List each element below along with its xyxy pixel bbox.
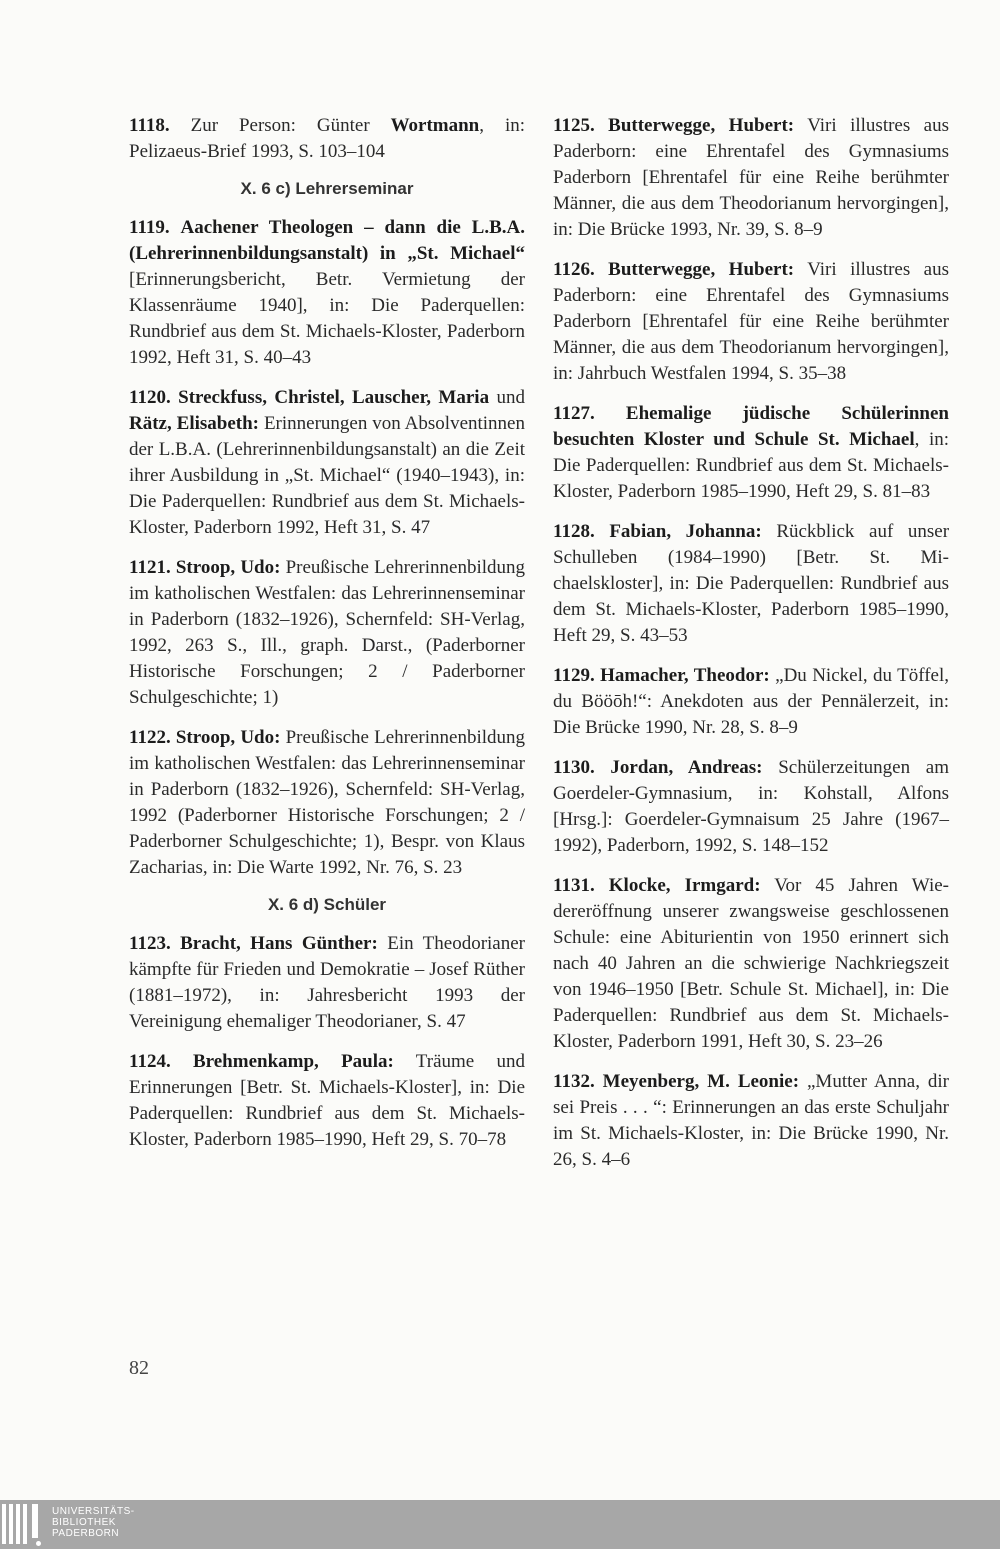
entry-author: Streckfuss, Christel, Lauscher, Maria	[178, 387, 490, 408]
bibliography-entry	[129, 1049, 525, 1153]
entry-text: und	[489, 387, 525, 408]
entry-text: [Erinnerungsbericht, Betr. Vermietung der Klassenräume 1940], in: Die Paderquellen: Rundbrief aus dem St. Michaels-Kloster, Paderborn 1992, Heft 31, S. 40–43	[129, 269, 525, 368]
entry-number: 1123.	[129, 933, 171, 954]
entry-number: 1118.	[129, 115, 170, 136]
entry-author-secondary: Wortmann	[390, 115, 480, 136]
entry-author: Fabian, Johanna:	[609, 521, 762, 542]
entry-author: Butterwegge, Hubert:	[608, 115, 795, 136]
bibliography-entry	[553, 257, 949, 387]
entry-text: „Mutter Anna, dir sei Preis . . . “: Erinnerungen an das erste Schuljahr im St. Michaels-Kloster, in: Die Brücke 1990, Nr. 26, S. 4–6	[553, 1071, 950, 1170]
entry-text: Preußische Lehrerinnenbildung im katholischen Westfalen: das Lehrerinnenseminar in Paderborn (1832–1926), Schernfeld: SH-Verlag, 1992, 263 S., Ill., graph. Darst., (Paderborner Historische Forschungen; 2 / Paderborner Schulgeschichte; 1)	[129, 557, 526, 708]
entry-number: 1120.	[129, 387, 171, 408]
entry-text: , in: Die Paderquellen: Rundbrief aus dem St. Michaels-Kloster, Paderborn 1985–1990, Heft 29, S. 81–83	[553, 429, 949, 502]
left-column	[129, 113, 525, 1167]
footer-bar	[0, 1500, 1000, 1549]
bibliography-entry	[553, 401, 949, 505]
entry-text: Viri illustres aus Paderborn: eine Ehrentafel des Gymnasiums Paderborn [Ehrentafel für eine Reihe berühmter Männer, die aus dem Theodorianum hervorgingen], in: Die Brücke 1993, Nr. 39, S. 8–9	[553, 115, 950, 240]
bibliography-entry	[129, 113, 525, 165]
entry-author: Hamacher, Theodor:	[600, 665, 770, 686]
entry-text-secondary: , in: Pelizaeus-Brief 1993, S. 103–104	[129, 115, 526, 162]
entry-number: 1122.	[129, 727, 171, 748]
entry-author: Ehemalige jüdische Schülerinnen besuchten Kloster und Schule St. Michael	[553, 403, 950, 450]
entry-text: Träume und Erinnerungen [Betr. St. Michaels-Kloster], in: Die Paderquellen: Rundbrief aus dem St. Michaels-Kloster, Paderborn 1985–1990, Heft 29, S. 70–78	[129, 1051, 525, 1150]
bibliography-entry	[553, 873, 949, 1055]
entry-text: „Du Nickel, du Töffel, du Bööōh!“: Anekdoten aus der Pennälerzeit, in: Die Brücke 1990, Nr. 28, S. 8–9	[553, 665, 949, 738]
page-number: 82	[129, 1357, 149, 1379]
entry-author: Stroop, Udo:	[175, 727, 281, 748]
entry-number: 1132.	[553, 1071, 595, 1092]
entry-text: Vor 45 Jahren Wiedereröffnung unserer zwangsweise geschlossenen Schule: eine Abiturientin von 1950 erinnert sich nach 40 Jahren an die schwierige Nachkriegszeit von 1946–1950 [Betr. Schule St. Michael], in: Die Paderquellen: Rundbrief aus dem St. Michaels-Kloster, Paderborn 1991, Heft 30, S. 23–26	[553, 875, 949, 1052]
entry-author: Bracht, Hans Günther:	[180, 933, 378, 954]
entry-number: 1124.	[129, 1051, 171, 1072]
entry-number: 1126.	[553, 259, 595, 280]
bibliography-entry	[129, 385, 525, 541]
entry-text: Rückblick auf unser Schulleben (1984–1990) [Betr. St. Michaelskloster], in: Die Paderquellen: Rundbrief aus dem St. Michaels-Kloster, Paderborn 1985–1990, Heft 29, S. 43–53	[553, 521, 950, 646]
library-name-line1: UNIVERSITÄTS-	[52, 1506, 135, 1517]
entry-text: Viri illustres aus Paderborn: eine Ehrentafel des Gymnasiums Paderborn [Ehrentafel für eine Reihe berühmter Männer, die aus dem Theodorianum hervorgingen], in: Jahrbuch Westfalen 1994, S. 35–38	[553, 259, 950, 384]
entry-text-secondary: Erinnerungen von Absolventinnen der L.B.A. (Lehrerinnenbildungsanstalt) an die Zeit ihrer Ausbildung in „St. Michael“ (1940–1943), in: Die Paderquellen: Rundbrief aus dem St. Michaels-Kloster, Paderborn 1992, Heft 31, S. 47	[129, 413, 525, 538]
entry-author: Aachener Theologen – dann die L.B.A. (Lehrerinnenbildungsanstalt) in „St. Michael“	[129, 217, 526, 264]
entry-author: Jordan, Andreas:	[610, 757, 763, 778]
bibliography-entry	[553, 663, 949, 741]
entry-author: Butterwegge, Hubert:	[608, 259, 795, 280]
entry-text: Zur Person: Günter	[190, 115, 391, 136]
entry-author: Meyenberg, M. Leonie:	[602, 1071, 800, 1092]
bibliography-entry	[553, 1069, 949, 1173]
entry-author: Stroop, Udo:	[175, 557, 281, 578]
entry-number: 1121.	[129, 557, 171, 578]
bibliography-entry	[129, 725, 525, 881]
entry-number: 1131.	[553, 875, 595, 896]
right-column	[553, 113, 949, 1187]
section-heading: X. 6 d) Schüler	[267, 895, 387, 914]
bibliography-entry	[553, 519, 949, 649]
bibliography-entry	[129, 931, 525, 1035]
entry-number: 1119.	[129, 217, 170, 238]
bibliography-entry	[553, 755, 949, 859]
entry-number: 1125.	[553, 115, 595, 136]
library-name	[52, 1506, 135, 1539]
entry-text: Ein Theodorianer kämpfte für Frieden und Demokratie – Josef Rüther (1881–1972), in: Jahresbericht 1993 der Vereinigung ehemaliger Theodorianer, S. 47	[129, 933, 525, 1032]
entry-author: Brehmenkamp, Paula:	[192, 1051, 394, 1072]
entry-author: Klocke, Irmgard:	[608, 875, 761, 896]
library-name-line2: BIBLIOTHEK	[52, 1517, 116, 1528]
entry-text: Preußische Lehrerinnenbildung im katholischen Westfalen: das Lehrerinnenseminar in Paderborn (1832–1926), Schernfeld: SH-Verlag, 1992 (Paderborner Historische Forschungen; 2 / Paderborner Schulgeschichte; 1), Bespr. von Klaus Zacharias, in: Die Warte 1992, Nr. 76, S. 23	[129, 727, 526, 878]
library-name-line3: PADERBORN	[52, 1528, 120, 1539]
entry-number: 1129.	[553, 665, 595, 686]
bibliography-entry	[129, 555, 525, 711]
entry-number: 1127.	[553, 403, 595, 424]
entry-text: Schülerzeitungen am Goerdeler-Gymnasium, in: Kohstall, Alfons [Hrsg.]: Goerdeler-Gymnaisum 25 Jahre (1967–1992), Paderborn, 1992, S. 148–152	[553, 757, 949, 856]
bibliography-entry	[129, 215, 525, 371]
logo-dot-icon	[36, 1541, 41, 1546]
entry-number: 1128.	[553, 521, 595, 542]
entry-author-secondary: Rätz, Elisabeth:	[129, 413, 260, 434]
section-heading: X. 6 c) Lehrerseminar	[240, 179, 414, 198]
entry-number: 1130.	[553, 757, 595, 778]
bibliography-entry	[553, 113, 949, 243]
